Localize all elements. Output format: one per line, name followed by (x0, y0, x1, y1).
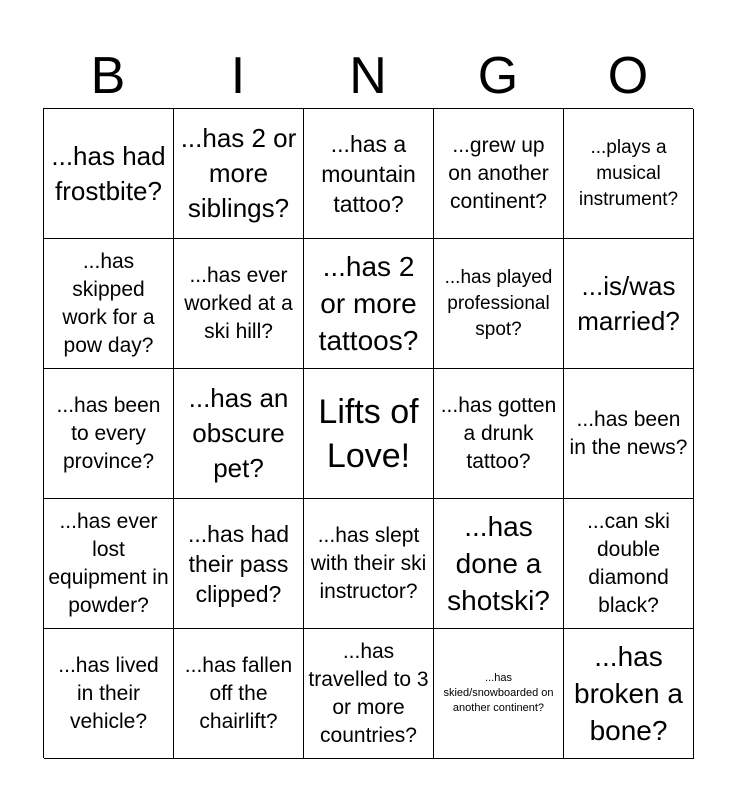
cell-text: ...has a mountain tattoo? (321, 130, 416, 217)
header-letter-n: N (349, 47, 387, 105)
cell-text: ...has 2 or more tattoos? (318, 251, 419, 356)
bingo-cell-r1c1[interactable] (44, 109, 174, 239)
cell-text: ...can ski double diamond black? (587, 509, 670, 617)
bingo-cell-r5c3[interactable] (304, 629, 434, 759)
cell-text: ...has an obscure pet? (188, 383, 289, 483)
cell-text: ...has skied/snowboarded on another continent? (443, 672, 554, 714)
cell-text: ...has done a shotski? (447, 511, 550, 616)
bingo-cell-r2c1[interactable] (44, 239, 174, 369)
cell-text: ...has been to every province? (56, 393, 161, 473)
bingo-grid (43, 108, 693, 758)
bingo-cell-r1c3[interactable] (304, 109, 434, 239)
bingo-cell-r5c5[interactable] (564, 629, 694, 759)
cell-text: ...plays a musical instrument? (578, 136, 679, 210)
bingo-cell-r2c4[interactable] (434, 239, 564, 369)
cell-text: ...has had their pass clipped? (187, 520, 290, 607)
bingo-cell-r3c2[interactable] (174, 369, 304, 499)
cell-text: ...has gotten a drunk tattoo? (440, 393, 557, 473)
bingo-cell-r4c1[interactable] (44, 499, 174, 629)
cell-text: ...has had frostbite? (51, 140, 166, 206)
bingo-header (43, 44, 693, 108)
bingo-cell-r2c5[interactable] (564, 239, 694, 369)
cell-text: ...has slept with their ski instructor? (310, 523, 427, 603)
cell-text: ...has skipped work for a pow day? (62, 249, 155, 357)
cell-text: ...has ever worked at a ski hill? (184, 263, 293, 343)
bingo-cell-r5c2[interactable] (174, 629, 304, 759)
cell-text: Lifts of Love! (318, 392, 419, 475)
bingo-cell-r3c4[interactable] (434, 369, 564, 499)
bingo-cell-r1c2[interactable] (174, 109, 304, 239)
cell-text: ...has fallen off the chairlift? (184, 653, 293, 733)
cell-text: ...has travelled to 3 or more countries? (308, 639, 429, 747)
bingo-cell-r2c2[interactable] (174, 239, 304, 369)
cell-text: ...has broken a bone? (574, 641, 683, 746)
cell-text: ...is/was married? (577, 270, 680, 336)
bingo-cell-r1c5[interactable] (564, 109, 694, 239)
bingo-cell-r5c1[interactable] (44, 629, 174, 759)
bingo-cell-r4c5[interactable] (564, 499, 694, 629)
bingo-cell-r4c2[interactable] (174, 499, 304, 629)
header-letter-i: I (230, 47, 246, 105)
cell-text: ...has 2 or more siblings? (180, 123, 297, 223)
header-letter-g: G (477, 47, 519, 105)
bingo-cell-r1c4[interactable] (434, 109, 564, 239)
bingo-cell-r4c4[interactable] (434, 499, 564, 629)
cell-text: ...grew up on another continent? (448, 133, 549, 213)
bingo-cell-r3c5[interactable] (564, 369, 694, 499)
bingo-cell-r4c3[interactable] (304, 499, 434, 629)
cell-text: ...has ever lost equipment in powder? (48, 509, 169, 617)
bingo-cell-r3c3-free[interactable] (304, 369, 434, 499)
cell-text: ...has lived in their vehicle? (58, 653, 159, 733)
cell-text: ...has been in the news? (569, 407, 688, 459)
cell-text: ...has played professional spot? (444, 266, 553, 340)
bingo-cell-r5c4[interactable] (434, 629, 564, 759)
bingo-cell-r3c1[interactable] (44, 369, 174, 499)
header-letter-b: B (90, 47, 126, 105)
header-letter-o: O (607, 47, 649, 105)
bingo-cell-r2c3[interactable] (304, 239, 434, 369)
